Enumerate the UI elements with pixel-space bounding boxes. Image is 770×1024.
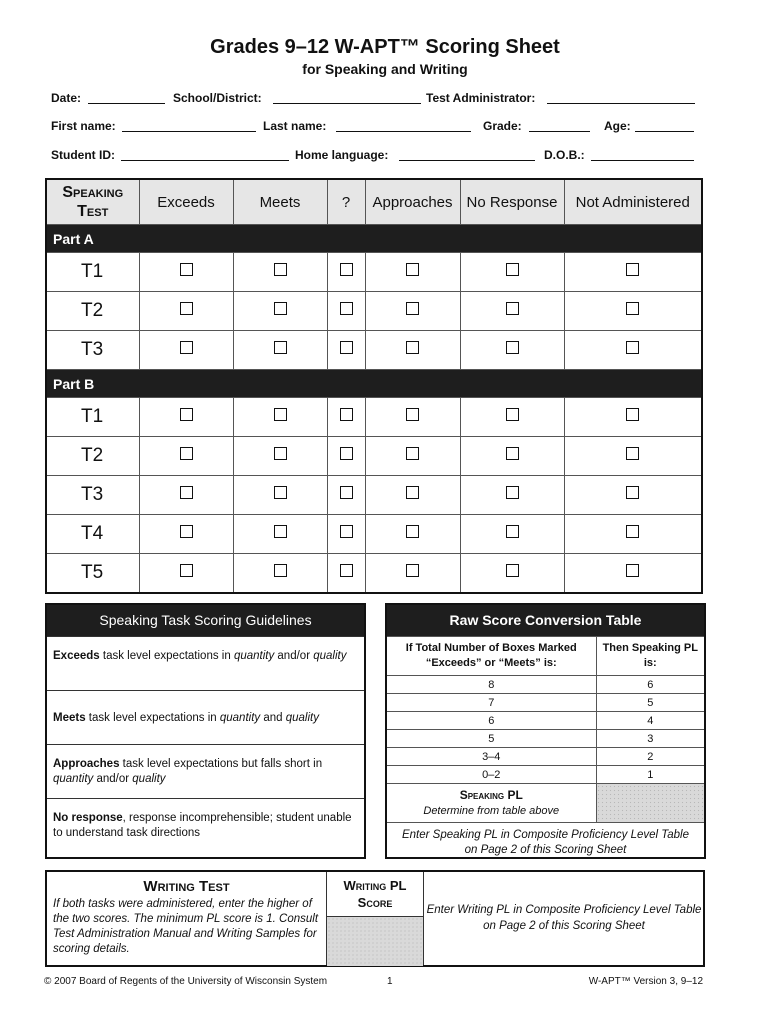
raw-boxes-value: 6 (387, 712, 596, 730)
checkbox-cell (327, 398, 365, 437)
checkbox-cell (460, 476, 564, 515)
checkbox[interactable] (180, 525, 193, 538)
checkbox[interactable] (626, 302, 639, 315)
checkbox[interactable] (506, 263, 519, 276)
writing-pl-score-cell (327, 872, 424, 965)
checkbox[interactable] (506, 302, 519, 315)
checkbox-cell (564, 253, 702, 292)
checkbox[interactable] (406, 341, 419, 354)
task-row (46, 515, 702, 554)
checkbox-cell (233, 515, 327, 554)
speaking-test-heading: Speaking Test (46, 179, 139, 225)
speaking-test-table (45, 178, 703, 594)
raw-score-title: Raw Score Conversion Table (387, 605, 704, 636)
speaking-pl-cell (387, 784, 596, 823)
checkbox[interactable] (406, 408, 419, 421)
writing-test-box (45, 870, 705, 967)
writing-pl-enter-note: Enter Writing PL in Composite Proficiency Level Table on Page 2 of this Scoring Sheet (426, 904, 702, 932)
raw-boxes-value: 3–4 (387, 748, 596, 766)
raw-score-box (385, 603, 706, 859)
checkbox[interactable] (626, 263, 639, 276)
checkbox-cell (327, 476, 365, 515)
checkbox[interactable] (180, 564, 193, 577)
checkbox-cell (139, 554, 233, 594)
checkbox[interactable] (406, 263, 419, 276)
checkbox[interactable] (180, 447, 193, 460)
writing-test-title: Writing Test (143, 878, 230, 895)
raw-score-row (387, 766, 704, 784)
scoring-guidelines-title: Speaking Task Scoring Guidelines (47, 605, 364, 636)
raw-col-boxes: If Total Number of Boxes Marked “Exceeds” or “Meets” is: (387, 637, 596, 676)
checkbox[interactable] (340, 486, 353, 499)
checkbox[interactable] (274, 341, 287, 354)
speaking-pl-enter-note: Enter Speaking PL in Composite Proficiency Level Table on Page 2 of this Scoring Sheet (387, 823, 704, 864)
school-field[interactable] (273, 103, 421, 104)
age-label: Age: (604, 119, 631, 133)
raw-score-row (387, 694, 704, 712)
raw-score-row (387, 676, 704, 694)
speaking-pl-note: Determine from table above (423, 804, 560, 817)
checkbox-cell (365, 398, 460, 437)
speaking-header-row (46, 179, 702, 225)
part-a-label: Part A (46, 225, 702, 253)
raw-pl-value: 1 (596, 766, 704, 784)
task-row (46, 331, 702, 370)
checkbox[interactable] (180, 486, 193, 499)
checkbox-cell (139, 476, 233, 515)
writing-test-info (47, 872, 327, 965)
checkbox[interactable] (406, 486, 419, 499)
writing-pl-score-label: Writing PL Score (343, 878, 407, 910)
speaking-pl-entry[interactable] (596, 784, 704, 823)
guideline-approaches: Approaches task level expectations but falls short in quantity and/or quality (47, 744, 364, 798)
checkbox-cell (139, 292, 233, 331)
date-field[interactable] (88, 103, 165, 104)
raw-pl-value: 4 (596, 712, 704, 730)
col-exceeds: Exceeds (139, 179, 233, 225)
raw-score-row (387, 730, 704, 748)
checkbox[interactable] (180, 302, 193, 315)
raw-boxes-value: 7 (387, 694, 596, 712)
checkbox-cell (460, 398, 564, 437)
first-name-label: First name: (51, 119, 116, 133)
admin-label: Test Administrator: (426, 91, 536, 105)
checkbox-cell (233, 398, 327, 437)
checkbox[interactable] (274, 263, 287, 276)
student-id-label: Student ID: (51, 148, 115, 162)
checkbox-cell (233, 476, 327, 515)
col-meets: Meets (233, 179, 327, 225)
checkbox-cell (233, 331, 327, 370)
checkbox[interactable] (180, 263, 193, 276)
checkbox-cell (365, 331, 460, 370)
checkbox-cell (139, 253, 233, 292)
guideline-exceeds: Exceeds task level expectations in quantity and/or quality (47, 636, 364, 690)
raw-score-table (387, 636, 704, 863)
checkbox-cell (327, 437, 365, 476)
checkbox[interactable] (506, 341, 519, 354)
raw-score-row (387, 748, 704, 766)
checkbox-cell (460, 515, 564, 554)
checkbox-cell (233, 437, 327, 476)
checkbox[interactable] (506, 486, 519, 499)
date-label: Date: (51, 91, 82, 105)
checkbox[interactable] (340, 341, 353, 354)
checkbox[interactable] (506, 525, 519, 538)
task-row (46, 253, 702, 292)
checkbox-cell (139, 398, 233, 437)
checkbox[interactable] (340, 408, 353, 421)
writing-pl-entry[interactable] (327, 916, 423, 966)
task-label: T5 (46, 554, 139, 594)
col-no-response: No Response (460, 179, 564, 225)
checkbox-cell (460, 437, 564, 476)
checkbox[interactable] (274, 408, 287, 421)
checkbox-cell (564, 476, 702, 515)
raw-boxes-value: 5 (387, 730, 596, 748)
checkbox-cell (139, 437, 233, 476)
task-row (46, 398, 702, 437)
writing-test-note: If both tasks were administered, enter the higher of the two scores. The minimum PL score is 1. Consult Test Administration Manual and Writing Samples for scoring details. (53, 898, 319, 955)
task-row (46, 437, 702, 476)
checkbox-cell (460, 253, 564, 292)
checkbox-cell (365, 476, 460, 515)
checkbox[interactable] (406, 564, 419, 577)
guideline-meets: Meets task level expectations in quantity and quality (47, 690, 364, 744)
checkbox[interactable] (626, 525, 639, 538)
checkbox-cell (564, 554, 702, 594)
checkbox[interactable] (274, 302, 287, 315)
checkbox-cell (233, 554, 327, 594)
checkbox-cell (327, 331, 365, 370)
page-title: Grades 9–12 W-APT™ Scoring Sheet (210, 36, 560, 58)
checkbox[interactable] (340, 447, 353, 460)
checkbox-cell (233, 292, 327, 331)
checkbox-cell (365, 437, 460, 476)
task-label: T4 (46, 515, 139, 554)
grade-field[interactable] (529, 131, 590, 132)
task-row (46, 292, 702, 331)
checkbox[interactable] (626, 341, 639, 354)
checkbox[interactable] (626, 564, 639, 577)
task-label: T1 (46, 398, 139, 437)
speaking-pl-label: Speaking PL (459, 787, 523, 802)
checkbox[interactable] (274, 525, 287, 538)
home-language-label: Home language: (295, 148, 389, 162)
footer-version: W-APT™ Version 3, 9–12 (588, 976, 703, 987)
task-row (46, 554, 702, 594)
checkbox-cell (564, 331, 702, 370)
task-label: T3 (46, 476, 139, 515)
task-label: T2 (46, 437, 139, 476)
footer-copyright: © 2007 Board of Regents of the University of Wisconsin System (44, 976, 328, 987)
checkbox[interactable] (180, 341, 193, 354)
col-unsure: ? (327, 179, 365, 225)
checkbox-cell (365, 292, 460, 331)
checkbox[interactable] (506, 408, 519, 421)
checkbox[interactable] (626, 408, 639, 421)
last-name-field[interactable] (336, 131, 471, 132)
checkbox-cell (460, 292, 564, 331)
checkbox-cell (564, 398, 702, 437)
last-name-label: Last name: (263, 119, 327, 133)
dob-label: D.O.B.: (544, 148, 585, 162)
checkbox[interactable] (180, 408, 193, 421)
checkbox-cell (365, 515, 460, 554)
part-b-label: Part B (46, 370, 702, 398)
home-language-field[interactable] (399, 160, 535, 161)
checkbox-cell (365, 554, 460, 594)
checkbox-cell (327, 515, 365, 554)
raw-boxes-value: 0–2 (387, 766, 596, 784)
guideline-no-response: No response, response incomprehensible; student unable to understand task directions (47, 798, 364, 852)
checkbox[interactable] (274, 447, 287, 460)
checkbox-cell (327, 292, 365, 331)
checkbox-cell (460, 331, 564, 370)
checkbox-cell (564, 292, 702, 331)
scoring-guidelines-box (45, 603, 366, 859)
raw-pl-value: 5 (596, 694, 704, 712)
raw-boxes-value: 8 (387, 676, 596, 694)
checkbox[interactable] (406, 447, 419, 460)
checkbox-cell (460, 554, 564, 594)
student-id-field[interactable] (121, 160, 289, 161)
checkbox-cell (327, 554, 365, 594)
dob-field[interactable] (591, 160, 694, 161)
admin-field[interactable] (547, 103, 695, 104)
raw-pl-value: 6 (596, 676, 704, 694)
checkbox[interactable] (626, 486, 639, 499)
checkbox[interactable] (340, 525, 353, 538)
task-label: T2 (46, 292, 139, 331)
checkbox-cell (365, 253, 460, 292)
checkbox[interactable] (506, 564, 519, 577)
checkbox[interactable] (406, 525, 419, 538)
checkbox-cell (233, 253, 327, 292)
age-field[interactable] (635, 131, 694, 132)
checkbox[interactable] (406, 302, 419, 315)
checkbox-cell (139, 331, 233, 370)
checkbox[interactable] (340, 263, 353, 276)
task-row (46, 476, 702, 515)
task-label: T1 (46, 253, 139, 292)
footer-page-number: 1 (387, 976, 393, 987)
raw-score-row (387, 712, 704, 730)
checkbox[interactable] (506, 447, 519, 460)
first-name-field[interactable] (122, 131, 256, 132)
raw-pl-value: 3 (596, 730, 704, 748)
school-label: School/District: (173, 91, 262, 105)
checkbox-cell (564, 437, 702, 476)
checkbox[interactable] (340, 564, 353, 577)
checkbox[interactable] (274, 486, 287, 499)
checkbox-cell (564, 515, 702, 554)
checkbox[interactable] (340, 302, 353, 315)
raw-pl-value: 2 (596, 748, 704, 766)
checkbox-cell (139, 515, 233, 554)
checkbox[interactable] (626, 447, 639, 460)
checkbox[interactable] (274, 564, 287, 577)
raw-col-pl: Then Speaking PL is: (596, 637, 704, 676)
grade-label: Grade: (483, 119, 522, 133)
task-label: T3 (46, 331, 139, 370)
col-approaches: Approaches (365, 179, 460, 225)
checkbox-cell (327, 253, 365, 292)
col-not-administered: Not Administered (564, 179, 702, 225)
page-subtitle: for Speaking and Writing (302, 61, 468, 77)
